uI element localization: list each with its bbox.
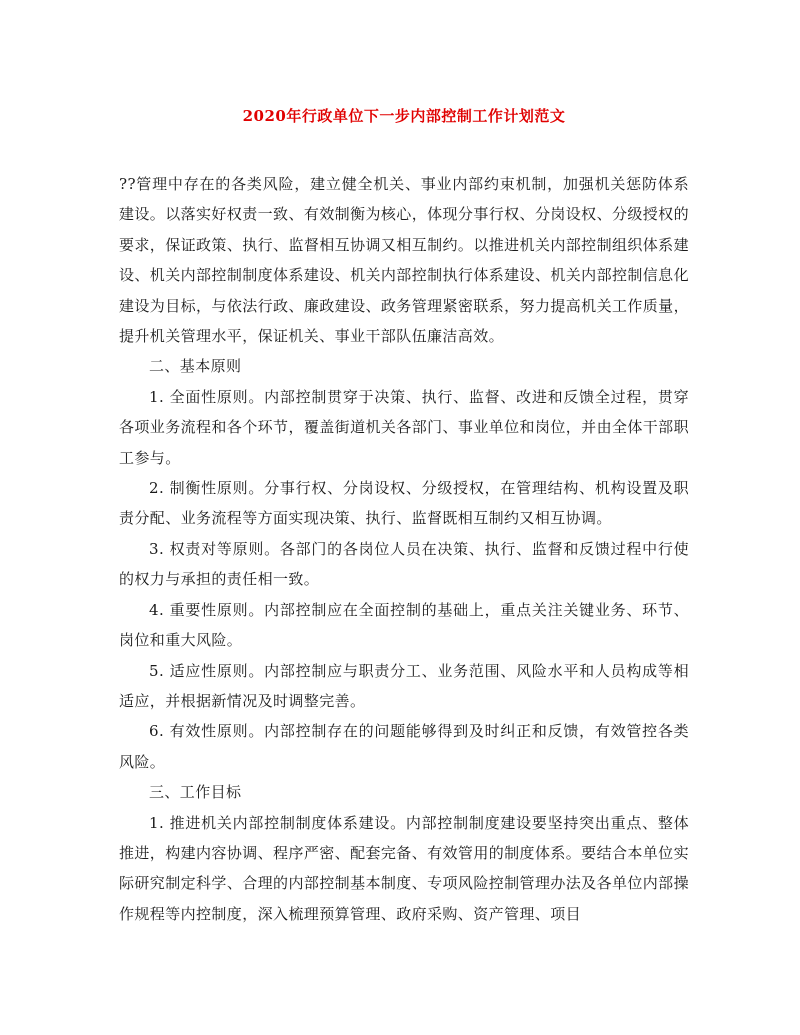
principle-comprehensiveness: 1. 全面性原则。内部控制贯穿于决策、执行、监督、改进和反馈全过程，贯穿各项业务流程和各个环节，覆盖街道机关各部门、事业单位和岗位，并由全体干部职工参与。 [119,387,689,467]
section-heading-basic-principles: 二、基本原则 [149,357,242,376]
paragraph-intro: ??管理中存在的各类风险，建立健全机关、事业内部约束机制，加强机关惩防体系建设。以落实好权责一致、有效制衡为核心，体现分事行权、分岗设权、分级授权的要求，保证政策、执行、监督相互协调又相互制约。以推进机关内部控制组织体系建设、机关内部控制制度体系建设、机关内部控制执行体系建设、机关内部控制信息化建设为目标，与依法行政、廉政建设、政务管理紧密联系，努力提高机关工作质量，提升机关管理水平，保证机关、事业干部队伍廉洁高效。 [119,175,689,346]
section-heading-work-goals: 三、工作目标 [149,783,242,802]
goal-system-construction: 1. 推进机关内部控制制度体系建设。内部控制制度建设要坚持突出重点、整体推进，构建内容协调、程序严密、配套完备、有效管用的制度体系。要结合本单位实际研究制定科学、合理的内部控制基本制度、专项风险控制管理办法及各单位内部操作规程等内控制度，深入梳理预算管理、政府采购、资产管理、项目 [119,813,689,923]
principle-adaptability: 5. 适应性原则。内部控制应与职责分工、业务范围、风险水平和人员构成等相适应，并根据新情况及时调整完善。 [119,661,689,710]
principle-checks-and-balances: 2. 制衡性原则。分事行权、分岗设权、分级授权，在管理结构、机构设置及职责分配、业务流程等方面实现决策、执行、监督既相互制约又相互协调。 [119,479,689,528]
document-body [119,169,689,929]
principle-importance: 4. 重要性原则。内部控制应在全面控制的基础上，重点关注关键业务、环节、岗位和重大风险。 [119,600,689,650]
document-title: 2020年行政单位下一步内部控制工作计划范文 [242,107,566,125]
principle-effectiveness: 6. 有效性原则。内部控制存在的问题能够得到及时纠正和反馈，有效管控各类风险。 [119,722,689,771]
principle-rights-responsibilities: 3. 权责对等原则。各部门的各岗位人员在决策、执行、监督和反馈过程中行使的权力与承担的责任相一致。 [119,539,689,589]
